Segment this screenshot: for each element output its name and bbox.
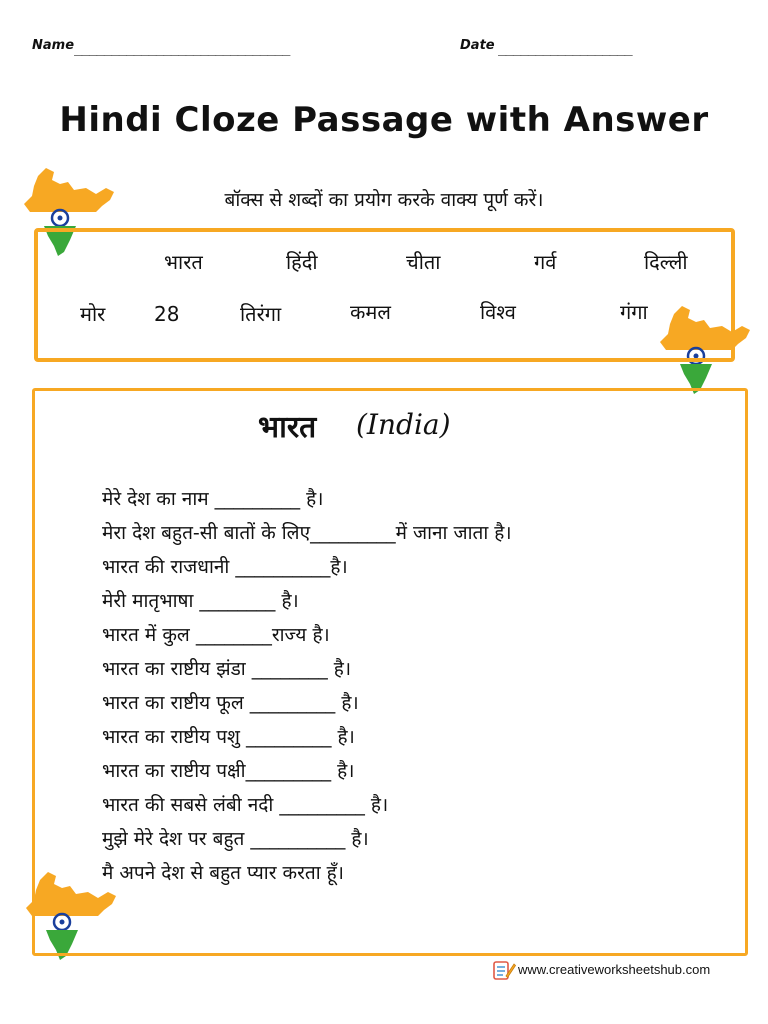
- word-bank-item: हिंदी: [286, 250, 318, 274]
- word-bank-box: [34, 228, 735, 362]
- name-field[interactable]: _____________________________: [74, 40, 290, 56]
- word-bank-item: कमल: [350, 300, 391, 324]
- passage-title-english: (India): [356, 408, 451, 441]
- passage-sentence: मेरे देश का नाम _________ है।: [102, 488, 324, 510]
- passage-sentence: भारत का राष्टीय पशु _________ है।: [102, 726, 355, 748]
- passage-sentence: मुझे मेरे देश पर बहुत __________ है।: [102, 828, 369, 850]
- word-bank-item: चीता: [406, 250, 441, 274]
- worksheet-title: Hindi Cloze Passage with Answer: [59, 100, 709, 140]
- passage-sentence: भारत की राजधानी __________है।: [102, 556, 348, 578]
- passage-sentence: मेरी मातृभाषा ________ है।: [102, 590, 299, 612]
- passage-sentence: भारत का राष्टीय पक्षी_________ है।: [102, 760, 355, 782]
- word-bank-item: विश्व: [480, 300, 516, 324]
- passage-sentence: भारत का राष्टीय फूल _________ है।: [102, 692, 359, 714]
- word-bank-item: 28: [154, 302, 180, 326]
- date-label: Date: [460, 38, 495, 53]
- passage-sentence: भारत की सबसे लंबी नदी _________ है।: [102, 794, 389, 816]
- word-bank-item: तिरंगा: [240, 302, 282, 326]
- pencil-notepad-icon: [492, 958, 516, 982]
- passage-sentence: मै अपने देश से बहुत प्यार करता हूँ।: [102, 862, 344, 884]
- name-label: Name: [32, 38, 75, 53]
- word-bank-item: गर्व: [534, 250, 557, 274]
- word-bank-item: भारत: [164, 250, 203, 274]
- passage-sentence: भारत का राष्टीय झंडा ________ है।: [102, 658, 352, 680]
- passage-sentence: भारत में कुल ________राज्य है।: [102, 624, 330, 646]
- passage-title: भारत: [258, 410, 317, 445]
- instruction-text: बॉक्स से शब्दों का प्रयोग करके वाक्य पूर्ण करें।: [224, 189, 544, 211]
- word-bank-item: गंगा: [620, 300, 648, 324]
- word-bank-item: मोर: [80, 302, 106, 326]
- date-field[interactable]: __________________: [498, 40, 632, 56]
- passage-sentence: मेरा देश बहुत-सी बातों के लिए_________में जाना जाता है।: [102, 522, 512, 544]
- website-link[interactable]: www.creativeworksheetshub.com: [518, 962, 711, 977]
- word-bank-item: दिल्ली: [644, 250, 688, 274]
